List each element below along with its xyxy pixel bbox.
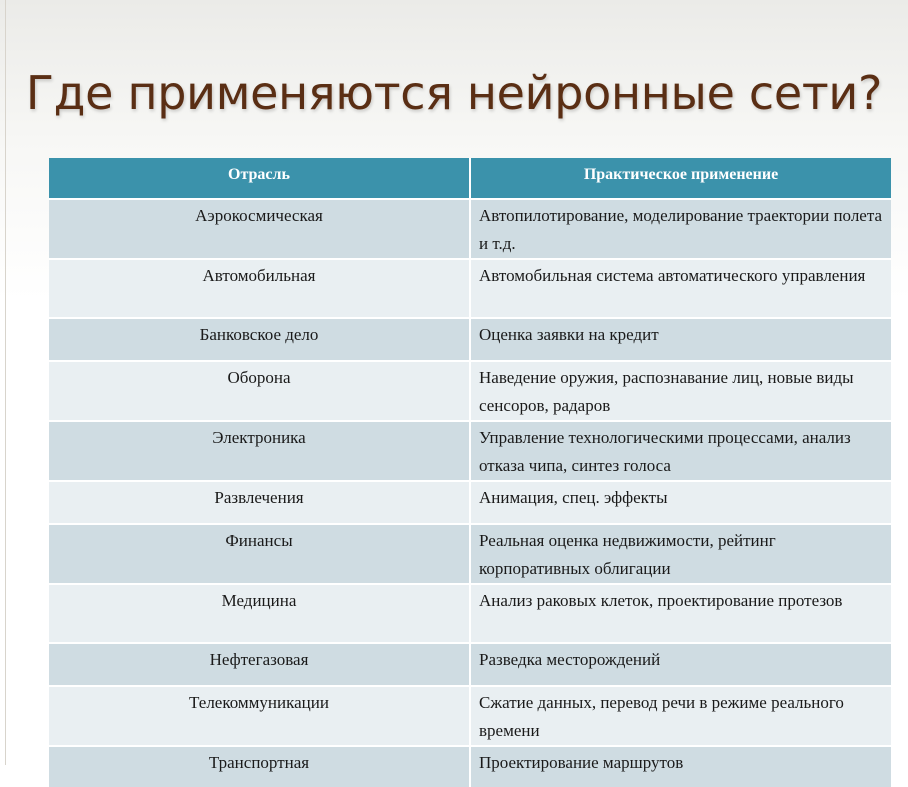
industry-cell: Нефтегазовая — [49, 643, 470, 686]
industry-cell: Банковское дело — [49, 318, 470, 361]
industry-cell: Телекоммуникации — [49, 686, 470, 746]
table-row — [49, 421, 891, 481]
table-row — [49, 481, 891, 524]
column-header-application: Практическое применение — [470, 158, 891, 199]
industry-cell: Оборона — [49, 361, 470, 421]
table-row — [49, 318, 891, 361]
industry-cell: Медицина — [49, 584, 470, 643]
application-cell: Анализ раковых клеток, проектирование протезов — [470, 584, 891, 643]
industry-cell: Развлечения — [49, 481, 470, 524]
industry-applications-table — [49, 158, 891, 787]
application-cell: Автомобильная система автоматического управления — [470, 259, 891, 318]
application-cell: Оценка заявки на кредит — [470, 318, 891, 361]
table-row — [49, 686, 891, 746]
industry-cell: Автомобильная — [49, 259, 470, 318]
application-cell: Наведение оружия, распознавание лиц, новые виды сенсоров, радаров — [470, 361, 891, 421]
application-cell: Разведка месторождений — [470, 643, 891, 686]
table-row — [49, 361, 891, 421]
table-row — [49, 524, 891, 584]
table-row — [49, 199, 891, 259]
industry-cell: Аэрокосмическая — [49, 199, 470, 259]
table-row — [49, 643, 891, 686]
column-header-industry: Отрасль — [49, 158, 470, 199]
industry-cell: Финансы — [49, 524, 470, 584]
industry-cell: Электроника — [49, 421, 470, 481]
table-row — [49, 259, 891, 318]
table-row — [49, 746, 891, 787]
application-cell: Реальная оценка недвижимости, рейтинг корпоративных облигации — [470, 524, 891, 584]
slide-title: Где применяются нейронные сети? — [25, 66, 883, 120]
application-cell: Сжатие данных, перевод речи в режиме реального времени — [470, 686, 891, 746]
application-cell: Проектирование маршрутов — [470, 746, 891, 787]
industry-cell: Транспортная — [49, 746, 470, 787]
application-cell: Анимация, спец. эффекты — [470, 481, 891, 524]
table-header-row — [49, 158, 891, 199]
application-cell: Управление технологическими процессами, анализ отказа чипа, синтез голоса — [470, 421, 891, 481]
table-row — [49, 584, 891, 643]
application-cell: Автопилотирование, моделирование траектории полета и т.д. — [470, 199, 891, 259]
